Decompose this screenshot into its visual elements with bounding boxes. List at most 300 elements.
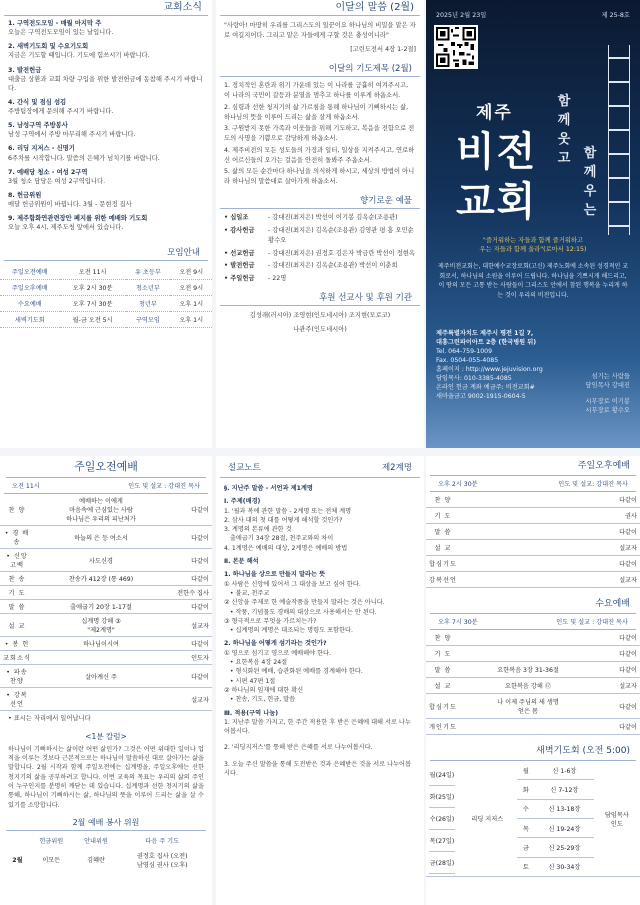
slogan-char: 함 [557, 94, 571, 109]
dawn-reading: 신 25-29장 [535, 838, 594, 857]
am-order-row [0, 614, 212, 637]
am-order-item: 찬 양 [0, 494, 34, 526]
staff-line: 섬기는 사람들 [591, 373, 630, 380]
sermon-body [216, 478, 424, 787]
church-name-church: 교회 [456, 179, 538, 225]
dawn-day: 수(26일) [429, 808, 455, 830]
duty-head-1: 헌금위원 [39, 837, 64, 845]
meeting-cell: 오전 9시 [170, 280, 212, 296]
wed-order-row [426, 678, 640, 694]
meeting-cell: 월-금 오전 5시 [60, 312, 126, 328]
afternoon-service-time: 오후 2시 30분 [438, 481, 478, 488]
am-order-content [34, 665, 168, 688]
pm-order-item: 강복선언 [426, 572, 460, 588]
offering-label: • 발전헌금 [224, 262, 255, 270]
wed-order-row [426, 630, 640, 646]
am-order-row [0, 572, 212, 586]
sermon-line: • 요한복음 4장 24절 [224, 659, 288, 667]
am-order-item: • 신앙고백 [0, 549, 34, 572]
bulletin-number: 제 25-8호 [601, 12, 630, 19]
dawn-weekday: 월 [517, 761, 536, 780]
qr-code[interactable] [434, 25, 478, 69]
news-item-body: 지금은 기도할 때입니다. 기도에 힘쓰시기 바랍니다. [8, 52, 150, 60]
dawn-prayer-table [426, 761, 640, 877]
am-order-row [0, 494, 212, 526]
word-title: 이달의 말씀 (2월) [220, 0, 420, 16]
wed-order-item: 합심기도 [426, 694, 460, 719]
am-order-row [0, 688, 212, 711]
pm-order-row [426, 540, 640, 556]
pm-order-item: 합심기도 [426, 556, 460, 572]
slogan-char: 고 [557, 151, 571, 166]
meeting-cell: 청소년부 [126, 280, 171, 296]
theme-verse-line-1: "즐거워하는 자들과 함께 즐거워하고 [482, 237, 584, 244]
dawn-leader-line: 담임목사 [604, 811, 629, 819]
am-order-content [34, 526, 168, 549]
duty-next-prayer [118, 848, 206, 872]
am-order-content [34, 549, 168, 572]
wednesday-service-leader: 인도 및 설교 : 강대진 목사 [556, 619, 628, 626]
sermon-title: 설교노트 [228, 463, 261, 473]
dawn-leader-line: 인도 [610, 820, 623, 828]
pm-order-content [460, 492, 596, 508]
meeting-cell: 오후 2시 30분 [60, 280, 126, 296]
dawn-weekday: 화 [517, 780, 536, 799]
news-item-body: 남성 구역에서 주방 마무리해 주시기 바랍니다. [8, 131, 136, 139]
wed-order-item: 찬 양 [426, 630, 460, 646]
sermon-heading: 2. 하나님을 어떻게 섬기라는 것인가? [224, 640, 327, 648]
am-order-by: 설교자 [168, 688, 212, 711]
sermon-series: 제2계명 [381, 463, 412, 473]
sermon-header [220, 456, 420, 478]
am-order-content-line: 십계명 강해 ③ [81, 618, 121, 625]
am-order-row [0, 637, 212, 651]
pm-order-content [460, 508, 596, 524]
offering-list [216, 212, 424, 286]
pm-order-item: 찬 양 [426, 492, 460, 508]
dawn-reading: 신 19-24장 [535, 818, 594, 837]
am-order-item: • 봉 헌 [0, 637, 34, 651]
news-item-body: 주방팀장에게 문의해 주시기 바랍니다. [8, 108, 114, 115]
sermon-line: ① 영으로 섬기고 영으로 예배해야 한다. [224, 649, 332, 657]
wed-order-by: 다같이 [596, 694, 640, 719]
sermon-line: • 작품, 기념물도 경배의 대상으로 사용해서는 안 된다. [224, 608, 377, 616]
meeting-row [0, 312, 212, 328]
news-item-title: 6. 리딩 지저스 - 신명기 [8, 145, 75, 153]
news-item-title: 4. 간식 및 점심 섬김 [8, 98, 67, 106]
news-item-body: 대출금 상환과 교회 차량 구입을 위한 발전헌금에 동참해 주시기 바랍니다. [8, 75, 203, 92]
morning-service-panel [0, 456, 212, 905]
afternoon-order-table [426, 492, 640, 588]
sermon-line: ② 신앙을 주제로 한 예술작품을 만들지 말라는 것은 아니다. [224, 599, 385, 607]
am-order-by: 다같이 [168, 572, 212, 586]
theme-verse-line-2: 우는 자들과 함께 울라"(로마서 12:15) [479, 246, 587, 254]
dawn-reading: 신 7-12장 [535, 780, 594, 799]
pm-order-item: 말 씀 [426, 524, 460, 540]
duty-next-prayer-pm: 남영심 권사 (오후) [136, 861, 188, 869]
pm-order-by: 다같이 [596, 524, 640, 540]
theme-verse [426, 236, 640, 255]
duty-next-prayer-am: 권정호 집사 (오전) [136, 852, 188, 860]
am-order-content-line: "제2계명" [87, 627, 115, 634]
word-prayer-panel [216, 0, 424, 448]
am-order-item: 교회소식 [0, 651, 34, 665]
dawn-prayer-title: 새벽기도회 (오전 5:00) [430, 741, 636, 761]
wed-order-item: 기 도 [426, 646, 460, 662]
other-services-panel [426, 456, 640, 905]
bulletin-date: 2025년 2월 23일 [436, 12, 487, 19]
am-order-by: 다같이 [168, 637, 212, 651]
dawn-day: 화(25일) [429, 786, 455, 808]
staff-line: 시무장로 이기봉 [585, 397, 630, 405]
address-line: 홈페이지 : http://www.jejuvision.org [436, 365, 543, 373]
dawn-day: 월(24일) [429, 764, 455, 786]
sermon-heading: 1. 하나님을 상으로 만들지 말라는 뜻 [224, 571, 326, 579]
am-order-by: 다같이 [168, 600, 212, 614]
wed-order-content [460, 694, 596, 719]
wed-order-content [460, 630, 596, 646]
duty-title: 2월 예배 봉사 위원 [6, 817, 206, 831]
pm-order-by: 다같이 [596, 492, 640, 508]
sermon-apply: 3. 오늘 주신 말씀을 통해 도전받은 것과 은혜받은 것을 서로 나누어봅시다. [224, 760, 411, 778]
dawn-weekday: 금 [517, 838, 536, 857]
morning-order-table [0, 494, 212, 711]
news-item-title: 1. 구역전도모임 - 매월 마지막 주 [8, 20, 102, 27]
pm-order-by: 설교자 [596, 540, 640, 556]
wed-order-item: 설 교 [426, 678, 460, 694]
wed-order-by: 다같이 [596, 719, 640, 735]
offering-names: - 강대진(최지은) 권정호 김은자 박금란 박선이 정현옥 [268, 249, 415, 257]
wednesday-service-title: 수요예배 [430, 594, 636, 614]
address-line: Tel. 064-759-1009 [436, 347, 493, 355]
wed-order-row [426, 694, 640, 719]
meeting-row [0, 296, 212, 312]
church-news-panel [0, 0, 212, 448]
wed-order-row [426, 646, 640, 662]
wed-order-by: 설교자 [596, 678, 640, 694]
address-line: 제주특별자치도 제주시 평전 1길 7, [436, 330, 534, 337]
am-order-item: 설 교 [0, 614, 34, 637]
ladder-decoration [608, 45, 630, 235]
afternoon-service-leader: 인도 및 설교: 강대진 목사 [558, 481, 628, 488]
meeting-cell: 오후 1시 [170, 296, 212, 312]
duty-offering: 이모든 [42, 857, 61, 865]
am-order-item: 찬 송 [0, 572, 34, 586]
sermon-heading: Ⅲ. 적용(구역 나눔) [224, 709, 279, 717]
pm-order-content [460, 524, 596, 540]
duty-usher: 김혜란 [87, 857, 105, 865]
news-item-title: 3. 발전헌금 [8, 66, 42, 74]
meeting-cell: 오전 9시 [170, 264, 212, 280]
pm-order-row [426, 572, 640, 588]
pm-order-row [426, 492, 640, 508]
dawn-weekday: 수 [517, 799, 536, 818]
dawn-weekday: 목 [517, 818, 536, 837]
standing-note: • 표시는 자리에서 일어납니다 [8, 715, 91, 722]
sermon-line: 4. 1계명은 예배의 대상, 2계명은 예배의 방법 [224, 544, 348, 552]
duty-table [6, 833, 206, 872]
am-order-content [34, 637, 168, 651]
address-line: 온라인 헌금 계좌 예금주: 비전교회# [436, 383, 535, 391]
am-order-by: 전한수 집사 [168, 586, 212, 600]
offering-row [216, 273, 424, 286]
prayer-item: 5. 삶의 모든 순간마다 하나님을 의식하게 하시고, 세상의 방법이 아니라 하나님의 말씀대로 살아가게 하옵소서. [224, 168, 415, 185]
news-item-body: 오늘은 구역전도모임이 있는 날입니다. [8, 29, 114, 37]
offering-names: - 22명 [268, 275, 287, 282]
wed-order-content-line: 나 이제 주님의 새 생명 [497, 699, 559, 706]
news-item-title: 5. 남성구역 주방봉사 [8, 122, 68, 130]
meeting-cell: 주일오후예배 [0, 280, 60, 296]
morning-service-title: 주일오전예배 [6, 456, 206, 478]
sermon-heading: Ⅰ. 주제(배경) [224, 498, 261, 506]
sermon-line: • 불교, 천주교 [224, 589, 270, 597]
church-address [436, 330, 566, 402]
wed-order-by: 다같이 [596, 662, 640, 678]
am-order-item: • 경 배 송 [0, 526, 34, 549]
church-name-jeju: 제주 [476, 103, 513, 123]
meeting-cell: 주일오전예배 [0, 264, 60, 280]
wed-order-content [460, 646, 596, 662]
prayer-item: 1. 정치적인 혼란과 위기 가운데 있는 이 나라를 긍휼히 여겨주시고, 이 나라의 국민이 갈등과 분열을 멈추고 하나를 이루게 하옵소서. [224, 82, 409, 99]
am-order-row [0, 526, 212, 549]
duty-head-3: 다음 주 기도 [145, 837, 180, 845]
sermon-line: 2. 삼사 대의 첫 대를 어떻게 해석할 것인가? [224, 516, 343, 524]
am-order-content [34, 688, 168, 711]
slogan-char: 함 [583, 146, 597, 161]
news-item-body: 6주차를 시작합니다. 말씀의 은혜가 넘치기를 바랍니다. [8, 154, 160, 162]
offering-label: • 감사헌금 [224, 227, 255, 234]
prayer-list [216, 80, 424, 188]
wednesday-order-table [426, 630, 640, 735]
wed-order-item: 개인기도 [426, 719, 460, 735]
am-order-item: 기 도 [0, 586, 34, 600]
am-order-item: 말 씀 [0, 600, 34, 614]
news-item-body: 오늘 오후 4시, 제주도청 앞에서 있습니다. [8, 224, 124, 232]
pm-order-item: 기 도 [426, 508, 460, 524]
am-order-by: 다같이 [168, 549, 212, 572]
sponsor-line-1: 김성래(러시아) 조영현(인도네시아) 조지현(모로코) [249, 312, 391, 320]
wed-order-by: 다같이 [596, 646, 640, 662]
meeting-cell: 새벽기도회 [0, 312, 60, 328]
wed-order-content-line: 요한복음 3장 31-36절 [497, 667, 559, 674]
sponsor-title: 후원 선교사 및 후원 기관 [220, 289, 420, 306]
am-order-content-line: 마음속에 근심있는 사람 [69, 507, 133, 514]
wed-order-row [426, 662, 640, 678]
am-order-content-line: 하나님은 우리의 피난처가 [66, 516, 136, 523]
pm-order-row [426, 524, 640, 540]
dawn-days [426, 761, 458, 877]
word-reference: [고린도전서 4장 1-2절] [350, 45, 416, 53]
sermon-heading: Ⅱ. 본문 해석 [224, 558, 259, 566]
meeting-cell: 청년부 [126, 296, 171, 312]
wed-order-content [460, 662, 596, 678]
pm-order-content [460, 572, 596, 588]
offering-names: - 강대진(최지은) 김옥순(조용관) 김영관 평 홍 오민순 황수오 [268, 227, 414, 244]
wed-order-row [426, 719, 640, 735]
slogan-char: 우 [583, 184, 597, 199]
dawn-reading: 신 30-34장 [535, 857, 594, 876]
pm-order-content [460, 556, 596, 572]
pm-order-by: 설교자 [596, 572, 640, 588]
news-item-title: 2. 새벽기도회 및 수요기도회 [8, 43, 89, 51]
dawn-day: 목(27일) [429, 830, 455, 852]
staff-line: 담임목사 강대진 [585, 382, 630, 390]
slogan-char: 는 [583, 203, 597, 218]
am-order-content [34, 586, 168, 600]
address-line: 담임목사: 010-3385-4085 [436, 374, 512, 382]
meeting-cell: 오후 7시 30분 [60, 296, 126, 312]
news-item-title: 7. 예배당 청소 - 여성 2구역 [8, 168, 88, 176]
offering-label: • 십일조 [224, 214, 249, 222]
am-order-by: 다같이 [168, 665, 212, 688]
news-item-title: 8. 헌금위원 [8, 191, 42, 199]
prayer-item: 3. 구원받지 못한 가족과 이웃들을 위해 기도하고, 복음을 전함으로 전도의 사명을 기쁨으로 감당하게 하옵소서. [224, 125, 415, 142]
am-order-content-line: 사도신경 [89, 557, 113, 565]
pm-order-content [460, 540, 596, 556]
dawn-row [426, 761, 640, 780]
church-intro: 제주비전교회는, 대한예수교장로회(고신) 제주노회에 소속된 성경적인 교회로서, 하나님의 소원을 이루어 드립니다. 하나님을 기쁘시게 해드리고, 이 땅의 모든 고통 받는 사람들이 그리스도 안에서 참된 행복을 누리게 하는 것이 우리의 비전입니다. [437, 263, 628, 299]
sermon-line: ② 하나님의 임재에 대한 확신 [224, 686, 304, 694]
slogan-char: 께 [583, 165, 597, 180]
sermon-line: • 찬송, 기도, 헌금, 말씀 [224, 696, 296, 704]
sermon-apply: 1. 지난주 말씀 가지고, 한 주간 적용한 후 받은 은혜에 대해 서로 나누어봅시다. [224, 718, 411, 736]
slogan-column-2 [582, 144, 598, 220]
church-name-vision: 비전 [456, 129, 538, 175]
am-order-by: 다같이 [168, 494, 212, 526]
news-item-body: 3월 청소 담당은 여성 2구역입니다. [8, 177, 106, 185]
cover-panel [426, 0, 640, 448]
church-news-title: 교회소식 [4, 0, 208, 16]
sermon-line: 1. '필과 복에 관한 말씀 - 2계명 또는 전체 계명 [224, 507, 352, 515]
am-order-content-line: 하나님이시여 [83, 641, 119, 648]
am-order-content [34, 600, 168, 614]
wed-order-content [460, 719, 596, 735]
offering-row [216, 260, 424, 273]
address-line: 대흥그린파이아트 2층 (한국병원 뒤) [436, 338, 537, 346]
meeting-cell: 오전 11시 [60, 264, 126, 280]
sermon-apply: 2. '리딩지저스'를 통해 받은 은혜를 서로 나누어봅시다. [224, 744, 373, 752]
meeting-title: 모임안내 [4, 244, 208, 261]
am-order-by: 다같이 [168, 526, 212, 549]
address-line: Fax. 0504-055-4085 [436, 356, 499, 364]
meeting-table [0, 264, 212, 328]
am-order-row [0, 600, 212, 614]
wed-order-content-line: 얻은 몸 [518, 708, 538, 715]
am-order-content-line: 하늘의 은 등 여소서 [74, 534, 128, 542]
morning-service-leader: 인도 및 설교 : 강대진 목사 [128, 483, 200, 490]
offering-title: 향기로운 예물 [220, 192, 420, 209]
sermon-line: 3. 계명의 본류에 관한 것 [224, 526, 292, 534]
sermon-line: • 십계명의 계명은 대조되는 명령도 포함한다. [224, 627, 353, 635]
am-order-content-line: 출애굽기 20장 1-17절 [70, 604, 132, 611]
sermon-heading: §. 지난주 말씀 - 서언과 제1계명 [224, 485, 313, 492]
meeting-row [0, 280, 212, 296]
sermon-line: • 시편 47편 1절 [224, 677, 276, 685]
am-order-item: • 강복선언 [0, 688, 34, 711]
pm-order-row [426, 508, 640, 524]
offering-names: - 강대진(최지은) 김옥순(조용관) 박선이 이춘희 [268, 262, 398, 270]
am-order-content [34, 651, 168, 665]
church-staff [585, 372, 630, 416]
offering-row [216, 247, 424, 260]
prayer-item: 4. 제주비전의 모든 성도들의 가정과 일터, 일상을 지켜주시고, 연로하신 어르신들의 오가는 걸음을 안전히 돌봐주 주옵소서. [224, 146, 415, 164]
am-order-row [0, 665, 212, 688]
slogan-column-1 [556, 92, 572, 168]
am-order-content-line: 예배하는 이에게 [79, 498, 123, 505]
afternoon-service-title: 주일오후예배 [430, 456, 636, 476]
dawn-book: 리딩 지저스 [458, 761, 517, 877]
column-text: 하나님이 기뻐하시는 삶이란 어떤 삶인가? 그것은 어떤 위대한 일이나 업적을 이루는 것보다 근본적으로는 하나님이 말씀하신 대로 살아가는 삶을 말합니다. 2월 시작과 함께 주일오전에는 십계명을, 주일오후에는 선한 청지기의 삶을 공부하려고 합니다. 이번 교육의 목표는 우리의 삶의 주인이 누구인지를 분명히 깨닫는 데 있습니다. 십계명과 선한 청지기의 삶을 통해, 하나님이 기뻐하시는 삶, 하나님의 뜻을 이루어 드리는 삶을 살 수 있기를 소망합니다. [8, 745, 204, 809]
sermon-line: ① 사람은 신앙에 있어서 그 대상을 보고 싶어 한다. [224, 580, 361, 588]
wed-order-content-line: 요한복음 강해 ⑰ [505, 683, 551, 690]
pm-order-item: 설 교 [426, 540, 460, 556]
am-order-row [0, 549, 212, 572]
news-item-body: 매달 헌금위원이 바뀝니다. 3월 - 문현정 집사 [8, 201, 132, 208]
dawn-reading: 신 1-6장 [535, 761, 594, 780]
am-order-row [0, 586, 212, 600]
column-title: <1분 칼럼> [85, 731, 127, 741]
duty-head-2: 안내위원 [84, 837, 108, 845]
meeting-cell: 수요예배 [0, 296, 60, 312]
wednesday-service-time: 오후 7시 30분 [438, 619, 478, 626]
dawn-weekday: 토 [517, 857, 536, 876]
pm-order-row [426, 556, 640, 572]
duty-blank [6, 833, 29, 848]
meeting-cell: 유 초등부 [126, 264, 171, 280]
slogan-char: 웃 [557, 132, 571, 147]
sermon-line: 출애굽기 34장 28절, 천주교와의 차이 [224, 535, 334, 543]
sermon-line: ③ 형극적으로 무엇을 가르치는가? [224, 617, 317, 625]
dawn-reading: 신 13-18장 [535, 799, 594, 818]
wed-order-item: 말 씀 [426, 662, 460, 678]
am-order-content [34, 494, 168, 526]
staff-line: 시무장로 황수오 [585, 407, 630, 415]
am-order-content [34, 614, 168, 637]
am-order-by: 인도자 [168, 651, 212, 665]
slogan-char: 께 [557, 113, 571, 128]
dawn-leader [594, 761, 640, 877]
wed-order-content [460, 678, 596, 694]
am-order-content-line: 찬송가 412장 (통 469) [68, 576, 134, 583]
offering-label: • 주일헌금 [224, 275, 255, 282]
church-news-list [0, 16, 212, 240]
offering-row [216, 225, 424, 248]
wednesday-service-meta [430, 614, 636, 630]
offering-names: - 강대진(최지은) 박선이 이기봉 김옥순(조용관) [268, 214, 398, 222]
pm-order-by: 다같이 [596, 556, 640, 572]
duty-month: 2월 [12, 857, 23, 865]
word-text: "사랑아! 마땅히 우리를 그리스도의 일꾼이요 하나님의 비밀을 맡은 자로 여길지어다. 그리고 맡은 자들에게 구할 것은 충성이니라" [224, 22, 416, 39]
prayer-title: 이달의 기도제목 (2월) [220, 60, 420, 77]
morning-service-time: 오전 11시 [12, 483, 40, 490]
am-order-content [34, 572, 168, 586]
morning-service-meta [4, 478, 208, 494]
am-order-row [0, 651, 212, 665]
am-order-by: 설교자 [168, 614, 212, 637]
meeting-row [0, 264, 212, 280]
sermon-line: • 형식화된 예배, 습관화된 예배를 경계해야 한다. [224, 668, 363, 676]
sponsor-line-2: 나관주(인도네시아) [293, 326, 347, 333]
news-item-title: 9. 제주함화연관련장안 폐지를 위한 예배와 기도회 [8, 215, 148, 223]
sermon-note-panel [216, 456, 424, 905]
meeting-cell: 구역모임 [126, 312, 171, 328]
meeting-cell: 오후 1시 [170, 312, 212, 328]
offering-row [216, 212, 424, 225]
am-order-content-line: 살아계신 주 [85, 673, 117, 681]
pm-order-by: 권사 [596, 508, 640, 524]
am-order-item: • 파송찬양 [0, 665, 34, 688]
address-line: 새마을금고 9002-1915-0604-5 [436, 392, 526, 400]
